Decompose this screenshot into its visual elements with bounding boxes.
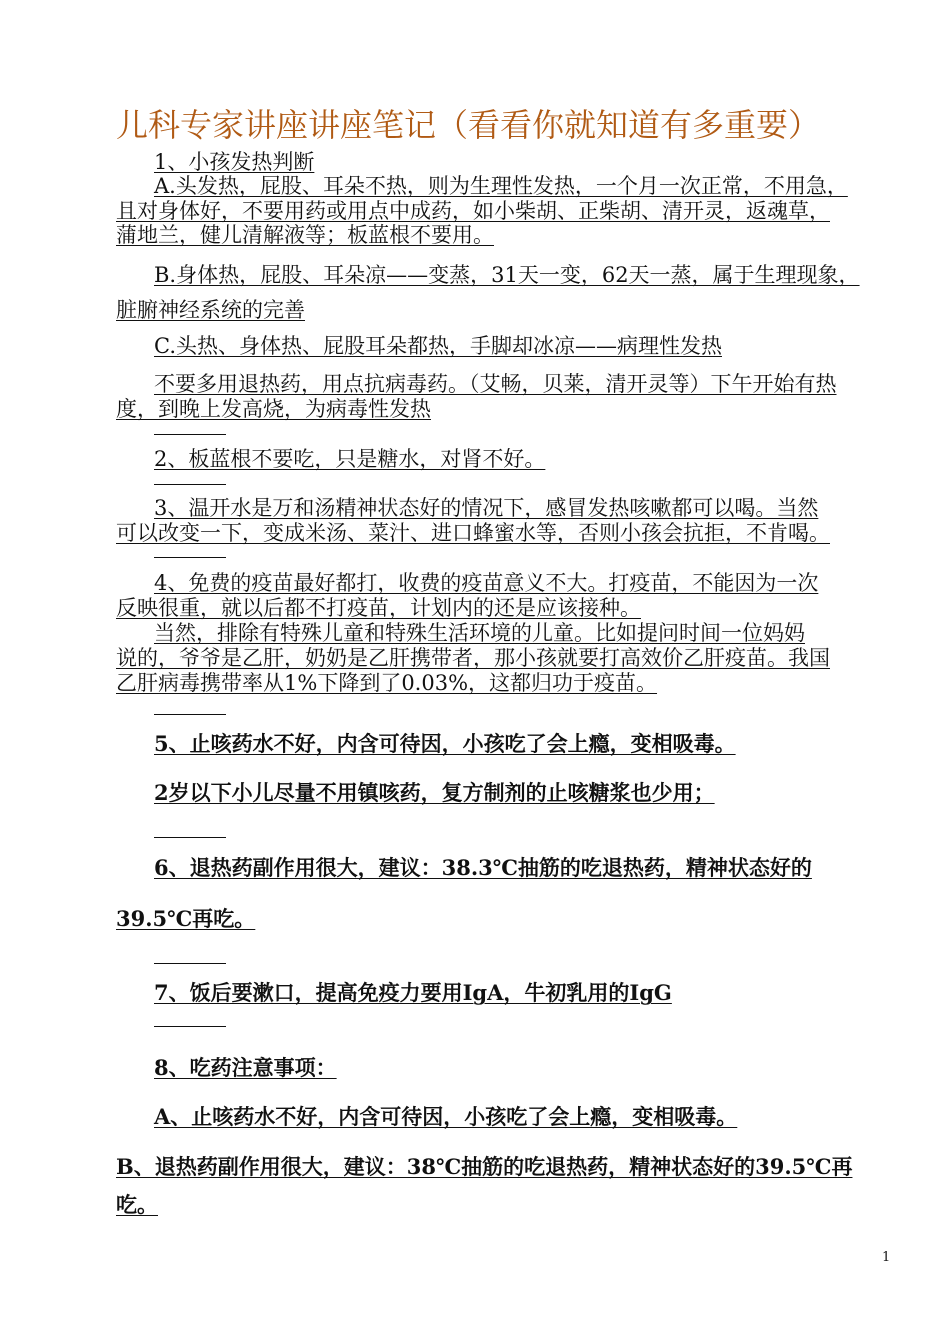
separator — [154, 484, 226, 485]
section-1-c: C.头热、身体热、屁股耳朵都热，手脚却冰凉——病理性发热 — [154, 334, 722, 358]
section-1-a-line-1: A.头发热，屁股、耳朵不热，则为生理性发热，一个月一次正常，不用急， — [154, 174, 848, 198]
section-3-line-1: 3、温开水是万和汤精神状态好的情况下，感冒发热咳嗽都可以喝。当然 — [154, 496, 819, 520]
section-1-d-line-2: 度，到晚上发高烧，为病毒性发热 — [116, 397, 431, 421]
section-1-d-line-1: 不要多用退热药，用点抗病毒药。（艾畅，贝莱，清开灵等）下午开始有热 — [154, 372, 837, 396]
section-7: 7、饭后要漱口，提高免疫力要用IgA，牛初乳用的IgG — [154, 980, 672, 1005]
section-8-a: A、止咳药水不好，内含可待因，小孩吃了会上瘾，变相吸毒。 — [154, 1104, 738, 1129]
document-title: 儿科专家讲座讲座笔记（看看你就知道有多重要） — [116, 106, 821, 144]
separator — [154, 1026, 226, 1027]
section-1-a-line-2: 且对身体好，不要用药或用点中成药，如小柴胡、正柴胡、清开灵，返魂草， — [116, 199, 830, 223]
section-1-a-line-3: 蒲地兰，健儿清解液等；板蓝根不要用。 — [116, 223, 494, 247]
section-4-line-5: 乙肝病毒携带率从1%下降到了0.03%，这都归功于疫苗。 — [116, 671, 658, 695]
section-4-line-1: 4、免费的疫苗最好都打，收费的疫苗意义不大。打疫苗，不能因为一次 — [154, 571, 819, 595]
section-8-b-line-1: B、退热药副作用很大，建议：38℃抽筋的吃退热药，精神状态好的39.5℃再 — [116, 1154, 853, 1179]
section-1-b-line-1: B.身体热，屁股、耳朵凉——变蒸，31天一变，62天一蒸，属于生理现象， — [154, 263, 860, 287]
separator — [154, 557, 226, 558]
section-6-line-2: 39.5℃再吃。 — [116, 906, 256, 931]
section-5-line-2: 2岁以下小儿尽量不用镇咳药，复方制剂的止咳糖浆也少用； — [154, 780, 715, 805]
page-number: 1 — [882, 1250, 891, 1265]
section-6-line-1: 6、退热药副作用很大，建议：38.3℃抽筋的吃退热药，精神状态好的 — [154, 855, 812, 880]
section-1-heading: 1、小孩发热判断 — [154, 150, 315, 174]
section-1-b-line-2: 脏腑神经系统的完善 — [116, 298, 305, 322]
separator — [154, 963, 226, 964]
separator — [154, 434, 226, 435]
separator — [154, 837, 226, 838]
section-4-line-2: 反映很重，就以后都不打疫苗，计划内的还是应该接种。 — [116, 596, 641, 620]
section-2: 2、板蓝根不要吃，只是糖水，对肾不好。 — [154, 447, 546, 471]
section-8-b-line-2: 吃。 — [116, 1192, 158, 1217]
section-4-line-4: 说的，爷爷是乙肝，奶奶是乙肝携带者，那小孩就要打高效价乙肝疫苗。我国 — [116, 646, 830, 670]
section-5-line-1: 5、止咳药水不好，内含可待因，小孩吃了会上瘾，变相吸毒。 — [154, 731, 736, 756]
section-3-line-2: 可以改变一下，变成米汤、菜汁、进口蜂蜜水等，否则小孩会抗拒，不肯喝。 — [116, 521, 830, 545]
separator — [154, 714, 226, 715]
section-4-line-3: 当然，排除有特殊儿童和特殊生活环境的儿童。比如提问时间一位妈妈 — [154, 621, 805, 645]
section-8-heading: 8、吃药注意事项： — [154, 1055, 337, 1080]
